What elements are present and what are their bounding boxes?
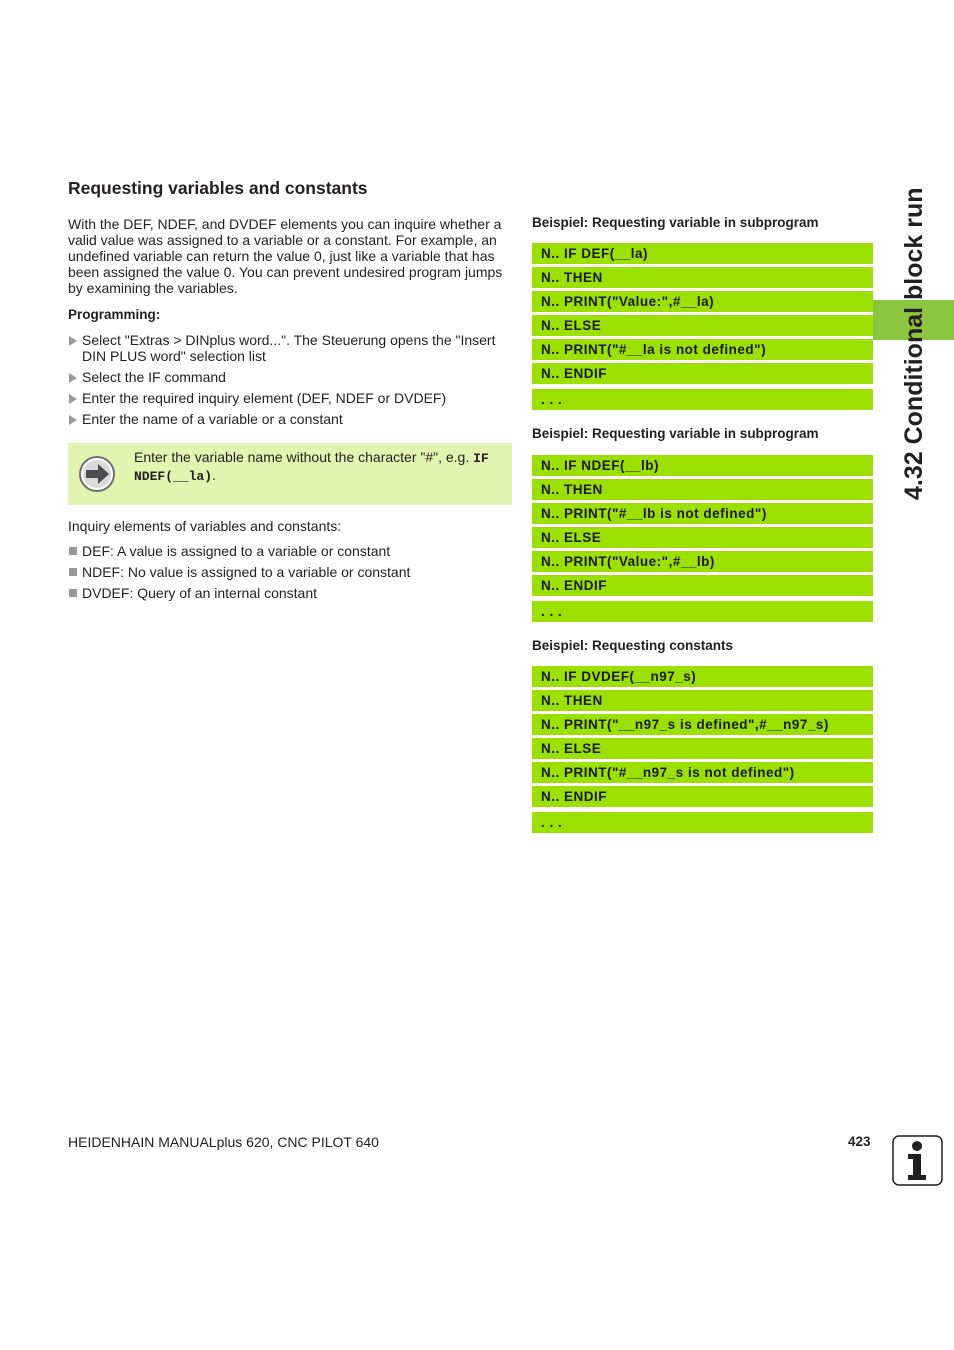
code-line: N.. ENDIF	[532, 575, 873, 596]
note-text-main: Enter the variable name without the character "#", e.g.	[134, 449, 474, 465]
example-title: Beispiel: Requesting variable in subprogram	[532, 215, 819, 230]
info-icon	[892, 1135, 943, 1186]
code-line: N.. IF DVDEF(__n97_s)	[532, 666, 873, 687]
square-bullet-icon	[69, 568, 77, 576]
code-line: N.. ELSE	[532, 738, 873, 759]
inquiry-label: Inquiry elements of variables and constants:	[68, 518, 342, 534]
step-item	[68, 332, 512, 364]
inquiry-text: DEF: A value is assigned to a variable or constant	[82, 543, 391, 559]
code-line: N.. PRINT("Value:",#__la)	[532, 291, 873, 312]
example-title: Beispiel: Requesting variable in subprogram	[532, 426, 819, 441]
programming-label: Programming:	[68, 307, 161, 322]
programming-steps	[68, 332, 512, 432]
inquiry-item	[68, 585, 410, 601]
triangle-bullet-icon	[69, 394, 77, 404]
intro-paragraph: With the DEF, NDEF, and DVDEF elements you can inquire whether a valid value was assigned to a variable or a constant. For example, an undefined variable can return the value 0, just like a variable that has been assigned the value 0. You can prevent undesired program jumps by examining the variables.	[68, 216, 503, 296]
step-item	[68, 390, 512, 406]
code-line: N.. ENDIF	[532, 363, 873, 384]
step-text: Select the IF command	[82, 369, 226, 385]
inquiry-list	[68, 543, 410, 606]
code-line: . . .	[532, 601, 873, 622]
step-text: Enter the name of a variable or a constant	[82, 411, 343, 427]
code-line: N.. ENDIF	[532, 786, 873, 807]
triangle-bullet-icon	[69, 415, 77, 425]
step-text: Select "Extras > DINplus word...". The Steuerung opens the "Insert DIN PLUS word" selection list	[82, 332, 496, 364]
code-line: N.. IF DEF(__la)	[532, 243, 873, 264]
note-code: IF NDEF(__la)	[134, 451, 489, 484]
note-text-tail: .	[212, 467, 216, 483]
code-line: N.. PRINT("__n97_s is defined",#__n97_s)	[532, 714, 873, 735]
page-number: 423	[848, 1134, 871, 1149]
inquiry-item	[68, 543, 410, 559]
code-line: N.. PRINT("#__n97_s is not defined")	[532, 762, 873, 783]
arrow-right-icon	[79, 456, 115, 492]
left-column	[68, 216, 512, 601]
triangle-bullet-icon	[69, 336, 77, 346]
code-line: . . .	[532, 389, 873, 410]
footer-text: HEIDENHAIN MANUALplus 620, CNC PILOT 640	[68, 1134, 379, 1150]
note-box	[68, 443, 512, 505]
inquiry-text: NDEF: No value is assigned to a variable or constant	[82, 564, 411, 580]
inquiry-item	[68, 564, 410, 580]
code-line: N.. PRINT("Value:",#__lb)	[532, 551, 873, 572]
code-line: N.. ELSE	[532, 315, 873, 336]
note-text	[134, 449, 502, 485]
step-item	[68, 411, 512, 427]
code-line: N.. THEN	[532, 690, 873, 711]
triangle-bullet-icon	[69, 373, 77, 383]
code-line: N.. THEN	[532, 267, 873, 288]
example-title: Beispiel: Requesting constants	[532, 638, 734, 653]
chapter-title: 4.32 Conditional block run	[900, 187, 928, 500]
square-bullet-icon	[69, 547, 77, 555]
code-line: N.. PRINT("#__la is not defined")	[532, 339, 873, 360]
code-line: N.. ELSE	[532, 527, 873, 548]
inquiry-text: DVDEF: Query of an internal constant	[82, 585, 317, 601]
code-line: . . .	[532, 812, 873, 833]
section-title: Requesting variables and constants	[68, 178, 368, 198]
step-text: Enter the required inquiry element (DEF, NDEF or DVDEF)	[82, 390, 447, 406]
step-item	[68, 369, 512, 385]
code-line: N.. IF NDEF(__lb)	[532, 455, 873, 476]
code-line: N.. THEN	[532, 479, 873, 500]
code-line: N.. PRINT("#__lb is not defined")	[532, 503, 873, 524]
square-bullet-icon	[69, 589, 77, 597]
